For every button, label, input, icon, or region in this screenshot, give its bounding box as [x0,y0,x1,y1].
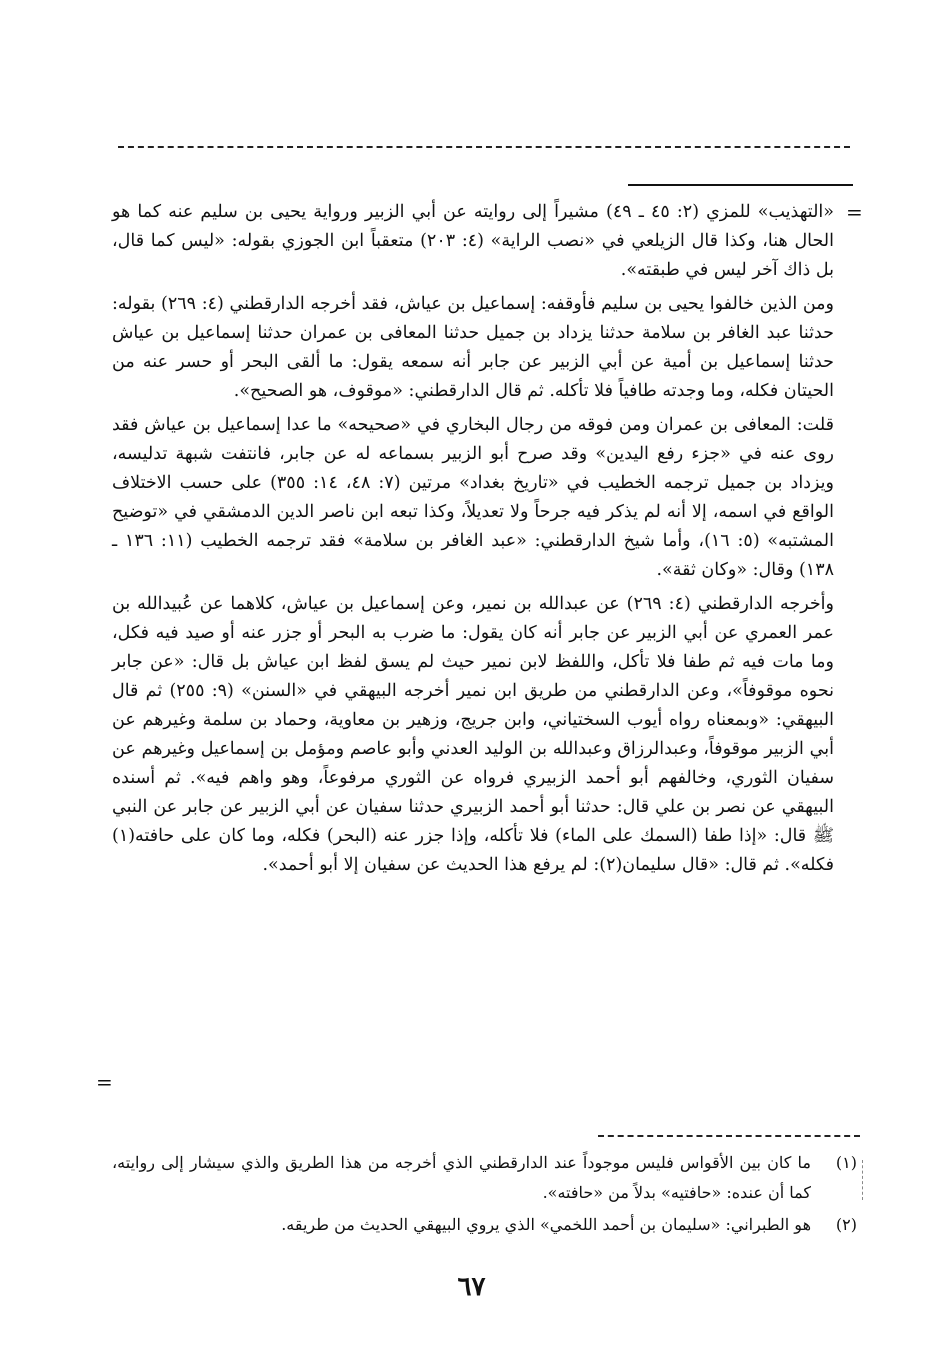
footnote-number: (٢) [835,1215,857,1234]
paragraph-3: قلت: المعافى بن عمران ومن فوقه من رجال البخاري في «صحيحه» ما عدا إسماعيل بن عياش فقد روى عنه في «جزء رفع اليدين» وقد صرح أبو الزبير بسماعه له عن جابر، فانتفت شبهة تدليسه، ويزداد بن جميل ترجمه الخطيب في «تاريخ بغداد» مرتين (٧: ٤٨، ١٤: ٣٥٥) على حسب الاختلاف الواقع في اسمه، إلا أنه لم يذكر فيه جرحاً ولا تعديلاً، وكذا تبعه ابن ناصر الدين الدمشقي في «توضيح المشتبه» (٥: ١٦)، وأما شيخ الدارقطني: «عبد الغافر بن سلامة» فقد ترجمه الخطيب (١١: ١٣٦ ـ ١٣٨) وقال: «وكان ثقة». [112,415,834,580]
header-dashed-rule [118,146,850,148]
footnote-separator [598,1135,860,1137]
continuation-mark-start: = [846,200,863,224]
footnote-margin-line [862,1160,863,1200]
main-text [112,198,834,885]
continuation-rule [628,184,853,186]
footnote-text: هو الطبراني: «سليمان بن أحمد اللخمي» الذي يروي البيهقي الحديث من طريقه. [281,1215,811,1234]
footnote-text: ما كان بين الأقواس فليس موجوداً عند الدارقطني الذي أخرجه من هذا الطريق والذي سيشار إلى روايته، كما أن عنده: «حافتيه» بدلاً من «حافته». [112,1153,811,1202]
continuation-mark-end: = [96,1070,113,1094]
paragraph-2: ومن الذين خالفوا يحيى بن سليم فأوقفه: إسماعيل بن عياش، فقد أخرجه الدارقطني (٤: ٢٦٩) بقوله: حدثنا عبد الغافر بن سلامة حدثنا يزداد بن جميل حدثنا المعافى بن عمران حدثنا إسماعيل بن عياش حدثنا إسماعيل بن أمية عن أبي الزبير عن جابر أنه سمعه يقول: ما ألقى البحر أو حسر عنه من الحيتان فكله، وما وجدته طافياً فلا تأكله. ثم قال الدارقطني: «موقوف، هو الصحيح». [112,294,835,401]
paragraph-1: «التهذيب» للمزي (٢: ٤٥ ـ ٤٩) مشيراً إلى روايته عن أبي الزبير ورواية يحيى بن سليم عنه كما هو الحال هنا، وكذا قال الزيلعي في «نصب الراية» (٤: ٢٠٣) متعقباً ابن الجوزي بقوله: «ليس كما قال، بل ذاك آخر ليس في طبقته». [112,202,834,280]
page-number: ٦٧ [457,1272,486,1302]
footnote-2 [112,1210,857,1240]
footnote-1 [112,1148,857,1208]
footnotes [112,1148,857,1242]
footnote-number: (١) [835,1153,857,1172]
paragraph-4: وأخرجه الدارقطني (٤: ٢٦٩) عن عبدالله بن نمير، وعن إسماعيل بن عياش، كلاهما عن عُبيدالله بن عمر العمري عن أبي الزبير عن جابر أنه كان يقول: ما ضرب به البحر أو جزر عنه أو صيد فيه فكل، وما مات فيه ثم طفا فلا تأكل، واللفظ لابن نمير حيث لم يسق لفظ ابن عياش بل قال: «عن جابر نحوه موقوفاً»، وعن الدارقطني من طريق ابن نمير أخرجه البيهقي في «السنن» (٩: ٢٥٥) ثم قال البيهقي: «وبمعناه رواه أيوب السختياني، وابن جريج، وزهير بن معاوية، وحماد بن سلمة وغيرهم عن أبي الزبير موقوفاً، وعبدالرزاق وعبدالله بن الوليد العدني وأبو عاصم ومؤمل بن إسماعيل وغيرهم عن سفيان الثوري، وخالفهم أبو أحمد الزبيري فرواه عن الثوري مرفوعاً، وهو واهم فيه». ثم أسنده البيهقي عن نصر بن علي قال: حدثنا أبو أحمد الزبيري حدثنا سفيان عن أبي الزبير عن جابر عن النبي ﷺ قال: «إذا طفا (السمك على الماء) فلا تأكله، وإذا جزر عنه (البحر) فكله، وما كان على حافته(١) فكله». ثم قال: «قال سليمان(٢): لم يرفع هذا الحديث عن سفيان إلا أبو أحمد». [112,594,834,875]
